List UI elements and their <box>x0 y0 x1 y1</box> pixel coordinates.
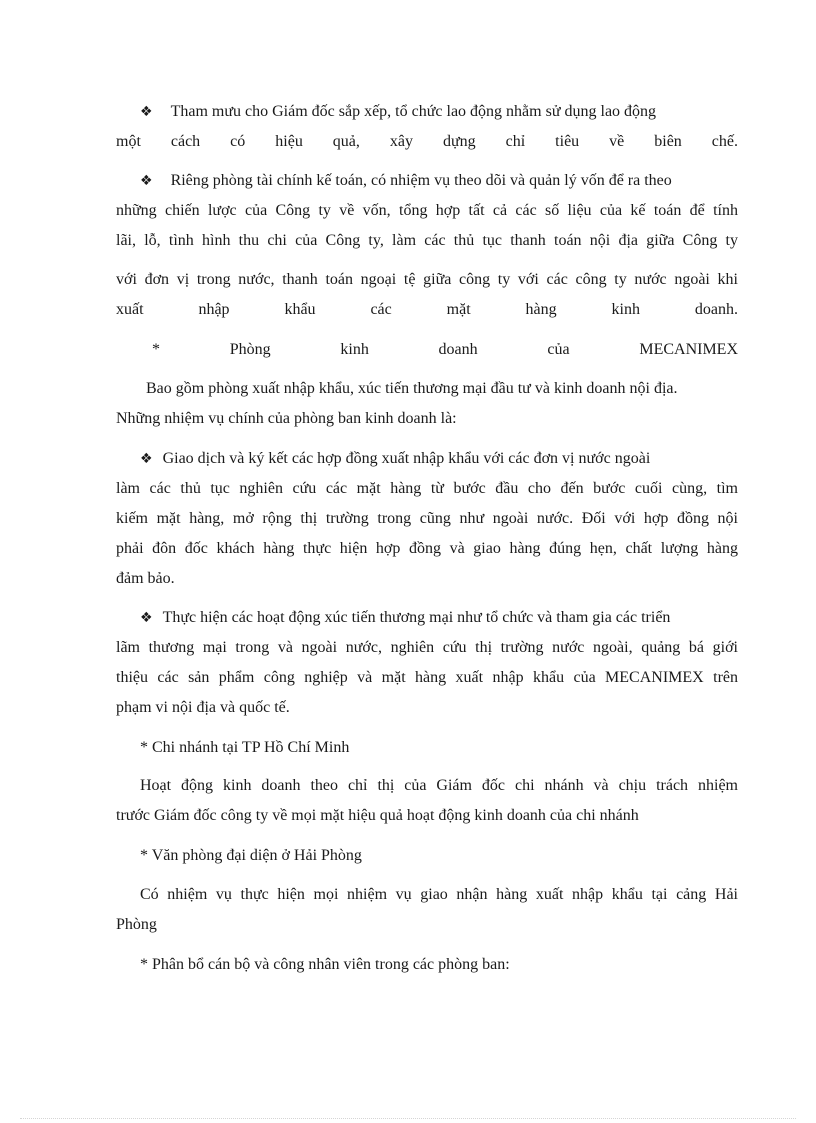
paragraph-5-line-3: thiệu các sản phẩm công nghiệp và mặt hàng xuất nhập khẩu của MECANIMEX trên <box>116 669 738 686</box>
paragraph-4-line-3: kiếm mặt hàng, mở rộng thị trường trong cũng như ngoài nước. Đối với hợp đồng nội <box>116 510 738 527</box>
paragraph-2-line-1: ❖ Riêng phòng tài chính kế toán, có nhiệm vụ theo dõi và quản lý vốn để ra theo <box>140 172 672 189</box>
paragraph-5-line-2: lãm thương mại trong và ngoài nước, nghiên cứu thị trường nước ngoài, quảng bá giới <box>116 639 738 656</box>
paragraph-5-line-1: ❖ Thực hiện các hoạt động xúc tiến thương mại như tổ chức và tham gia các triển <box>140 609 671 626</box>
heading-van-phong-hai-phong: * Văn phòng đại diện ở Hải Phòng <box>140 847 362 864</box>
diamond-bullet-icon: ❖ <box>140 451 153 467</box>
heading-phan-bo-can-bo: * Phân bổ cán bộ và công nhân viên trong các phòng ban: <box>140 956 510 973</box>
paragraph-4-line-2: làm các thủ tục nghiên cứu các mặt hàng từ bước đầu cho đến bước cuối cùng, tìm <box>116 480 738 497</box>
paragraph-7-line-2: Phòng <box>116 916 157 933</box>
paragraph-3-line-1: Bao gồm phòng xuất nhập khẩu, xúc tiến thương mại đầu tư và kinh doanh nội địa. <box>146 380 678 397</box>
paragraph-1-line-1: ❖ Tham mưu cho Giám đốc sắp xếp, tổ chức lao động nhằm sử dụng lao động <box>140 103 657 120</box>
paragraph-4-line-4: phải đôn đốc khách hàng thực hiện hợp đồng và giao hàng đúng hẹn, chất lượng hàng <box>116 540 738 557</box>
paragraph-2-line-3: lãi, lỗ, tình hình thu chi của Công ty, làm các thủ tục thanh toán nội địa giữa Công ty <box>116 232 738 249</box>
paragraph-2-line-4: với đơn vị trong nước, thanh toán ngoại tệ giữa công ty với các công ty nước ngoài khi <box>116 271 738 288</box>
paragraph-7-line-1: Có nhiệm vụ thực hiện mọi nhiệm vụ giao nhận hàng xuất nhập khẩu tại cảng Hải <box>140 886 738 903</box>
paragraph-3-line-2: Những nhiệm vụ chính của phòng ban kinh doanh là: <box>116 410 457 427</box>
paragraph-6-line-2: trước Giám đốc công ty về mọi mặt hiệu quả hoạt động kinh doanh của chi nhánh <box>116 807 639 824</box>
page-bottom-divider <box>20 1118 796 1119</box>
paragraph-1-line-2: một cách có hiệu quả, xây dựng chỉ tiêu về biên chế. <box>116 133 738 150</box>
paragraph-2-line-2: những chiến lược của Công ty về vốn, tổng hợp tất cả các số liệu của kế toán để tính <box>116 202 738 219</box>
heading-phong-kinh-doanh: * Phòng kinh doanh của MECANIMEX <box>152 341 738 358</box>
paragraph-4-line-5: đảm bảo. <box>116 570 175 587</box>
diamond-bullet-icon: ❖ <box>140 104 153 120</box>
paragraph-2-line-5: xuất nhập khẩu các mặt hàng kinh doanh. <box>116 301 738 318</box>
paragraph-5-line-4: phạm vi nội địa và quốc tế. <box>116 699 290 716</box>
paragraph-6-line-1: Hoạt động kinh doanh theo chỉ thị của Giám đốc chi nhánh và chịu trách nhiệm <box>140 777 738 794</box>
diamond-bullet-icon: ❖ <box>140 173 153 189</box>
diamond-bullet-icon: ❖ <box>140 610 153 626</box>
paragraph-4-line-1: ❖ Giao dịch và ký kết các hợp đồng xuất nhập khẩu với các đơn vị nước ngoài <box>140 450 651 467</box>
heading-chi-nhanh-hcm: * Chi nhánh tại TP Hồ Chí Minh <box>140 739 350 756</box>
